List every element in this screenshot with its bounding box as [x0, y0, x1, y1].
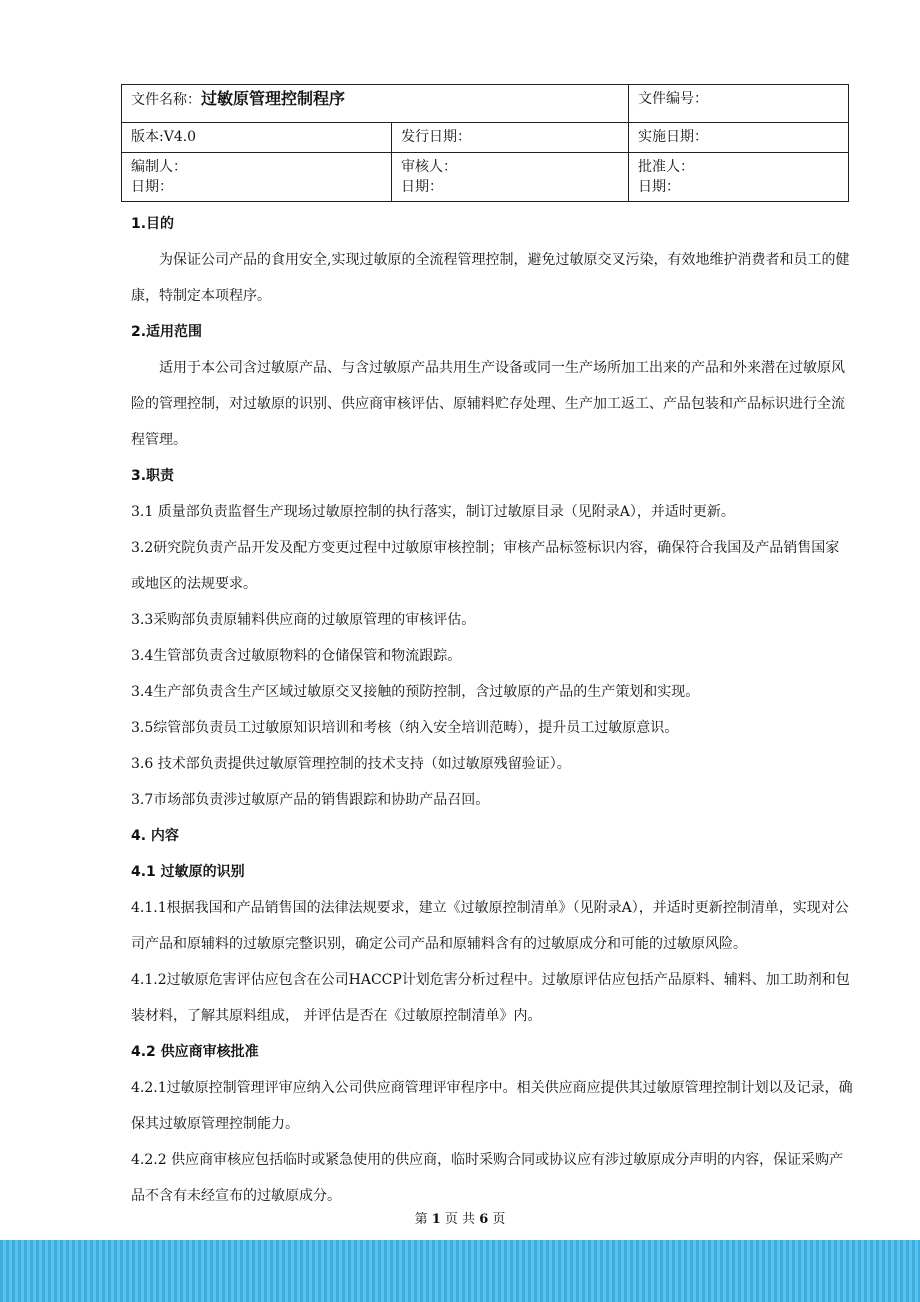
- document-title: 过敏原管理控制程序: [201, 89, 346, 108]
- effective-date-cell: [629, 123, 849, 153]
- section-heading: 3.职责: [131, 468, 175, 484]
- section-paragraph: 适用于本公司含过敏原产品、与含过敏原产品共用生产设备或同一生产场所加工出来的产品和外来潜在过敏原风险的管理控制，对过敏原的识别、供应商审核评估、原辅料贮存处理、生产加工返工、产品包装和产品标识进行全流程管理。: [131, 360, 845, 448]
- document-header-table: [121, 84, 849, 202]
- list-item: 4.1.2过敏原危害评估应包含在公司HACCP计划危害分析过程中。过敏原评估应包括产品原料、辅料、加工助剂和包装材料，了解其原料组成， 并评估是否在《过敏原控制清单》内。: [131, 972, 850, 1024]
- version-label: 版本:V4.0: [131, 129, 197, 145]
- editor-date-label: 日期：: [131, 179, 173, 195]
- list-item: 3.3采购部负责原辅料供应商的过敏原管理的审核评估。: [131, 612, 476, 628]
- subsection-heading: 4.1 过敏原的识别: [131, 864, 245, 880]
- subsection-heading: 4.2 供应商审核批准: [131, 1044, 259, 1060]
- page-footer: [0, 1208, 920, 1227]
- list-item: 3.2研究院负责产品开发及配方变更过程中过敏原审核控制；审核产品标签标识内容，确保符合我国及产品销售国家或地区的法规要求。: [131, 540, 840, 592]
- footer-middle: 页 共: [444, 1212, 476, 1227]
- approver-cell: [629, 153, 849, 202]
- reviewer-label: 审核人：: [401, 159, 457, 175]
- reviewer-date-label: 日期：: [401, 179, 443, 195]
- file-number-cell: [629, 85, 849, 123]
- editor-label: 编制人：: [131, 159, 187, 175]
- version-cell: [122, 123, 392, 153]
- section-heading: 4. 内容: [131, 828, 179, 844]
- total-page-number: 6: [479, 1212, 489, 1227]
- approver-date-label: 日期：: [638, 179, 680, 195]
- list-item: 3.4生产部负责含生产区域过敏原交叉接触的预防控制，含过敏原的产品的生产策划和实现。: [131, 684, 700, 700]
- list-item: 4.2.2 供应商审核应包括临时或紧急使用的供应商，临时采购合同或协议应有涉过敏原成分声明的内容，保证采购产品不含有未经宣布的过敏原成分。: [131, 1152, 844, 1204]
- effective-date-label: 实施日期：: [638, 129, 708, 145]
- issue-date-cell: [392, 123, 629, 153]
- approver-label: 批准人：: [638, 159, 694, 175]
- list-item: 3.7市场部负责涉过敏原产品的销售跟踪和协助产品召回。: [131, 792, 490, 808]
- footer-suffix: 页: [492, 1212, 506, 1227]
- section-paragraph: 为保证公司产品的食用安全,实现过敏原的全流程管理控制，避免过敏原交叉污染，有效地维护消费者和员工的健康，特制定本项程序。: [131, 252, 850, 304]
- list-item: 3.1 质量部负责监督生产现场过敏原控制的执行落实，制订过敏原目录（见附录A），并适时更新。: [131, 504, 735, 520]
- file-name-label: 文件名称：: [131, 92, 201, 108]
- editor-cell: [122, 153, 392, 202]
- reviewer-cell: [392, 153, 629, 202]
- list-item: 3.6 技术部负责提供过敏原管理控制的技术支持（如过敏原残留验证）。: [131, 756, 571, 772]
- list-item: 4.2.1过敏原控制管理评审应纳入公司供应商管理评审程序中。相关供应商应提供其过敏原管理控制计划以及记录，确保其过敏原管理控制能力。: [131, 1080, 853, 1132]
- file-name-cell: [122, 85, 629, 123]
- current-page-number: 1: [431, 1212, 441, 1227]
- document-body: [131, 206, 853, 1214]
- issue-date-label: 发行日期：: [401, 129, 471, 145]
- footer-prefix: 第: [414, 1212, 428, 1227]
- footer-decorative-band: [0, 1240, 920, 1302]
- section-heading: 2.适用范围: [131, 324, 203, 340]
- section-heading: 1.目的: [131, 216, 175, 232]
- list-item: 3.5综管部负责员工过敏原知识培训和考核（纳入安全培训范畴），提升员工过敏原意识。: [131, 720, 679, 736]
- list-item: 3.4生管部负责含过敏原物料的仓储保管和物流跟踪。: [131, 648, 462, 664]
- list-item: 4.1.1根据我国和产品销售国的法律法规要求，建立《过敏原控制清单》（见附录A），并适时更新控制清单，实现对公司产品和原辅料的过敏原完整识别，确定公司产品和原辅料含有的过敏原成分和可能的过敏原风险。: [131, 900, 849, 952]
- file-number-label: 文件编号：: [638, 91, 708, 107]
